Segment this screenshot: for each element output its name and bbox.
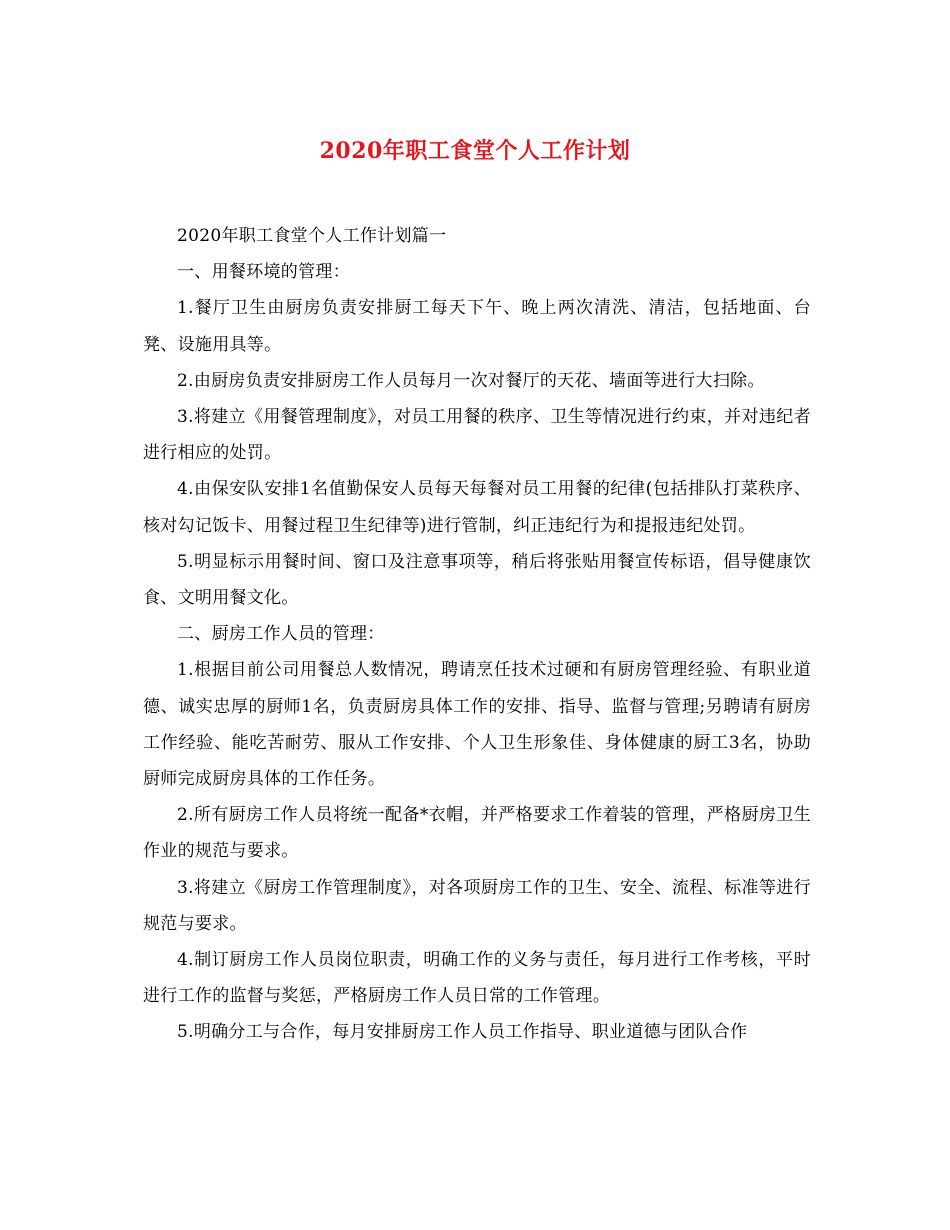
document-body: [143, 218, 811, 1051]
section-heading-plan: 2020年职工食堂个人工作计划篇一: [177, 226, 447, 246]
paragraph: 5.明确分工与合作，每月安排厨房工作人员工作指导、职业道德与团队合作: [177, 1022, 748, 1043]
section-heading-kitchen-staff: 二、厨房工作人员的管理：: [177, 624, 385, 645]
paragraph: 4.由保安队安排1名值勤保安人员每天每餐对员工用餐的纪律(包括排队打菜秩序、核对勾记饭卡、用餐过程卫生纪律等)进行管制，纠正违纪行为和提报违纪处罚。: [143, 479, 811, 536]
paragraph: 4.制订厨房工作人员岗位职责，明确工作的义务与责任，每月进行工作考核，平时进行工作的监督与奖惩，严格厨房工作人员日常的工作管理。: [143, 950, 811, 1007]
section-heading-dining-environment: 一、用餐环境的管理：: [177, 262, 350, 283]
paragraph: 2.所有厨房工作人员将统一配备*衣帽，并严格要求工作着装的管理，严格厨房卫生作业的规范与要求。: [143, 805, 811, 862]
paragraph: 3.将建立《厨房工作管理制度》，对各项厨房工作的卫生、安全、流程、标准等进行规范与要求。: [143, 877, 811, 934]
paragraph: 1.餐厅卫生由厨房负责安排厨工每天下午、晚上两次清洗、清洁，包括地面、台凳、设施用具等。: [143, 298, 811, 355]
paragraph: 2.由厨房负责安排厨房工作人员每月一次对餐厅的天花、墙面等进行大扫除。: [177, 370, 765, 391]
document-title: 2020年职工食堂个人工作计划: [319, 138, 631, 164]
paragraph: 5.明显标示用餐时间、窗口及注意事项等，稍后将张贴用餐宣传标语，倡导健康饮食、文明用餐文化。: [143, 551, 811, 609]
paragraph: 3.将建立《用餐管理制度》，对员工用餐的秩序、卫生等情况进行约束，并对违纪者进行相应的处罚。: [143, 407, 811, 464]
paragraph: 1.根据目前公司用餐总人数情况，聘请烹任技术过硬和有厨房管理经验、有职业道德、诚实忠厚的厨师1名，负责厨房具体工作的安排、指导、监督与管理;另聘请有厨房工作经验、能吃苦耐劳、服从工作安排、个人卫生形象佳、身体健康的厨工3名，协助厨师完成厨房具体的工作任务。: [143, 660, 811, 790]
